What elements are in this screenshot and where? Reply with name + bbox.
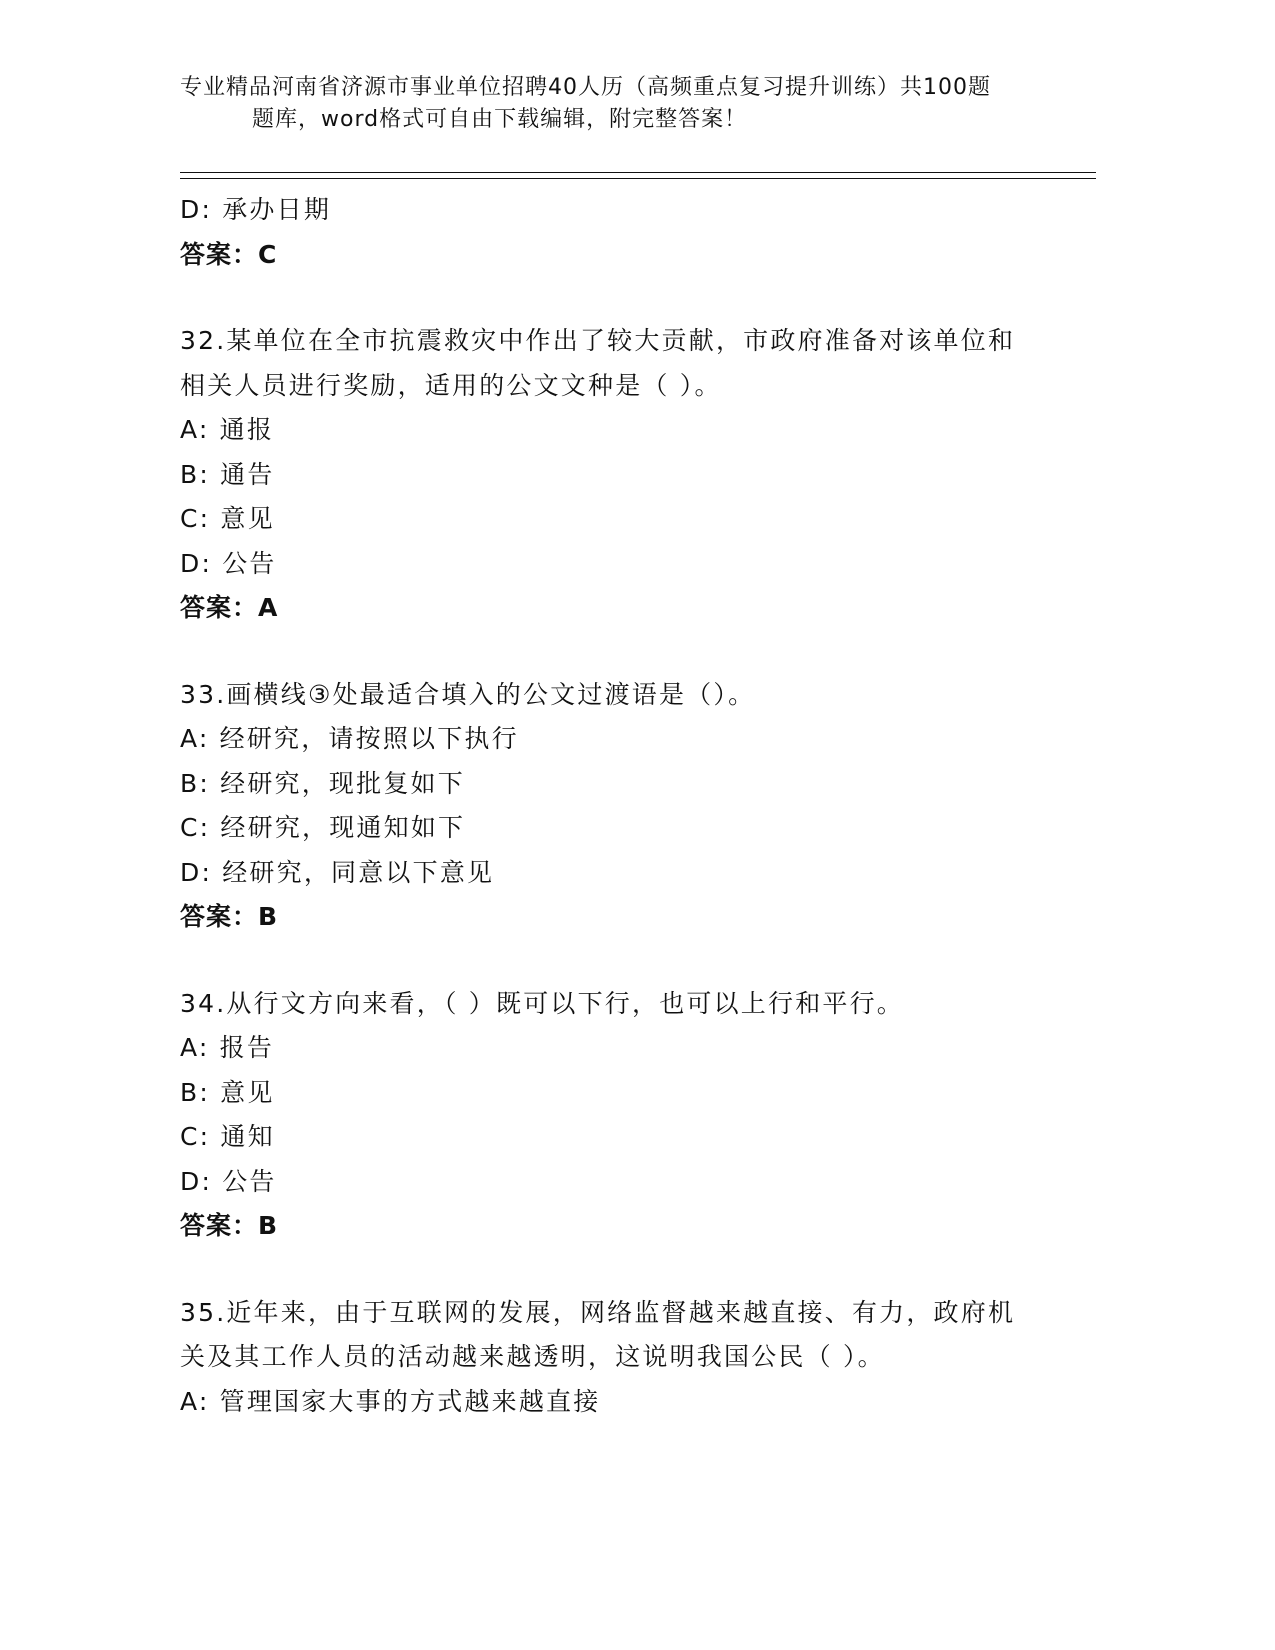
- question-33: [180, 673, 1060, 940]
- answer: 答案：C: [180, 239, 278, 269]
- question-35: [180, 1291, 1060, 1425]
- question-text-line-1: 34.从行文方向来看，（ ）既可以下行，也可以上行和平行。: [180, 988, 905, 1018]
- spacer: [180, 1249, 1060, 1291]
- option-d: D: 经研究，同意以下意见: [180, 857, 495, 887]
- question-text-line-1: 32.某单位在全市抗震救灾中作出了较大贡献，市政府准备对该单位和: [180, 326, 1016, 355]
- option-c: C: 意见: [180, 504, 275, 533]
- option-b: B: 经研究，现批复如下: [180, 768, 465, 798]
- spacer: [180, 940, 1060, 982]
- option-d: D: 公告: [180, 548, 277, 578]
- option-b: B: 意见: [180, 1077, 275, 1107]
- spacer: [180, 277, 1060, 319]
- question-32: [180, 319, 1060, 631]
- page-header: [180, 72, 1080, 136]
- option-a: A: 经研究，请按照以下执行: [180, 724, 519, 753]
- option-d: D: 公告: [180, 1166, 277, 1196]
- question-text-line-1: 35.近年来，由于互联网的发展，网络监督越来越直接、有力，政府机: [180, 1297, 1016, 1327]
- option-a: A: 报告: [180, 1033, 275, 1062]
- question-text-line-1: 33.画横线③处最适合填入的公文过渡语是（）。: [180, 679, 756, 709]
- answer: 答案：A: [180, 593, 279, 622]
- question-34: [180, 982, 1060, 1249]
- question-list: [180, 188, 1060, 1424]
- answer: 答案：B: [180, 902, 279, 931]
- question-31-tail: [180, 188, 1060, 277]
- option-d: D: 承办日期: [180, 195, 332, 224]
- question-text-line-2: 相关人员进行奖励，适用的公文文种是（ ）。: [180, 370, 722, 400]
- option-a: A: 管理国家大事的方式越来越直接: [180, 1386, 601, 1416]
- option-b: B: 通告: [180, 459, 275, 489]
- header-divider-top: [180, 172, 1096, 173]
- spacer: [180, 631, 1060, 673]
- question-text-line-2: 关及其工作人员的活动越来越透明，这说明我国公民（ ）。: [180, 1342, 885, 1371]
- answer: 答案：B: [180, 1211, 279, 1240]
- option-c: C: 通知: [180, 1122, 275, 1151]
- header-title-line-2: 题库，word格式可自由下载编辑，附完整答案！: [252, 107, 748, 132]
- option-a: A: 通报: [180, 415, 275, 444]
- option-c: C: 经研究，现通知如下: [180, 813, 466, 842]
- header-divider-bottom: [180, 178, 1096, 179]
- header-title-line-1: 专业精品河南省济源市事业单位招聘40人历（高频重点复习提升训练）共100题: [180, 75, 991, 100]
